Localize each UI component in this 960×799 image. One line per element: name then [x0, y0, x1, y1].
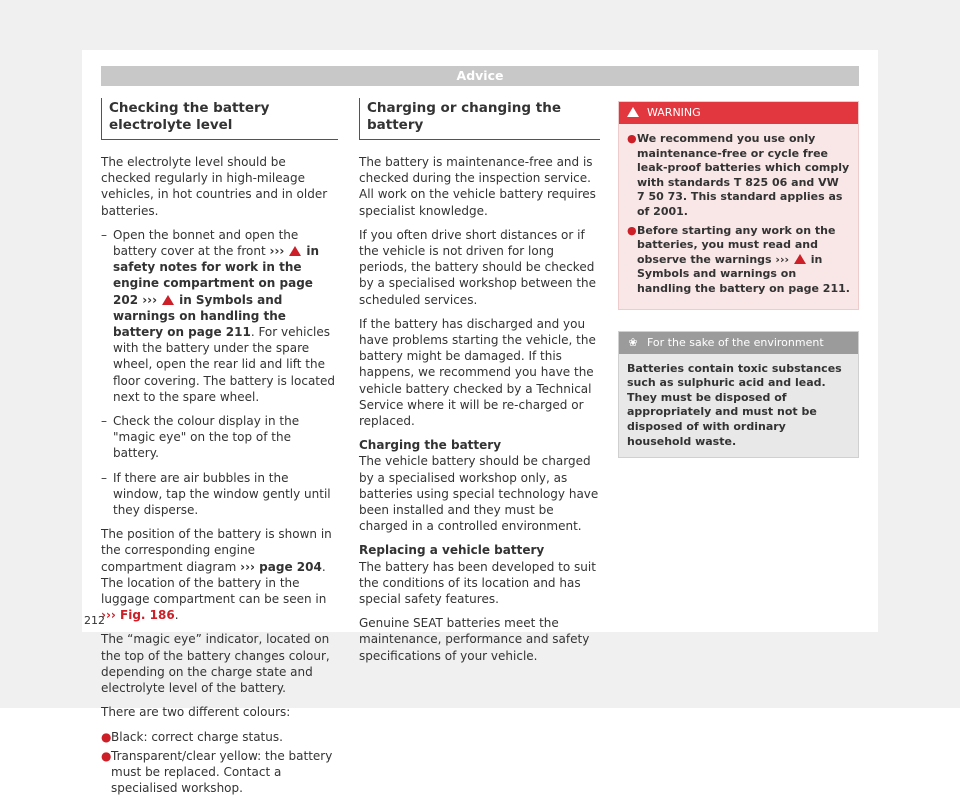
warning-triangle-icon	[162, 295, 174, 305]
list-item: ● Before starting any work on the batteries, you must read and observe the warnings ››› in Symbols and warnings on handling the battery on page 211.	[627, 223, 850, 295]
battery-position-paragraph: The position of the battery is shown in the corresponding engine compartment diagram ››› page 204. The location of the battery in the luggage compartment can be seen in ››› Fig. 186.	[101, 527, 332, 623]
battery-electrolyte-heading: Checking the battery electrolyte level	[101, 98, 338, 140]
step-open-bonnet: – Open the bonnet and open the battery cover at the front ››› in safety notes for work in the engine compartment on page 202 ››› in Symbols and warnings on handling the battery on page 211. For vehicles with the battery under the spare wheel, open the rear lid and lift the floor covering. The battery is located next to the spare wheel.	[101, 227, 338, 405]
column-middle	[359, 98, 600, 672]
cross-reference-arrow[interactable]: ›››	[142, 292, 158, 307]
environment-header: ❀ For the sake of the environment	[619, 332, 858, 354]
cross-reference-arrow[interactable]: ›››	[775, 252, 790, 266]
warning-body	[619, 124, 858, 309]
replacing-paragraph: The battery has been developed to suit the conditions of its location and has special safety features.	[359, 559, 596, 607]
page-number: 212	[84, 614, 105, 627]
bullet-icon: ●	[101, 748, 112, 763]
cross-reference-arrow[interactable]: ›››	[269, 244, 285, 259]
list-item: ● We recommend you use only maintenance-free or cycle free leak-proof batteries which comply with standards T 825 06 and VW 7 50 73. This standard applies as of 2001.	[627, 132, 850, 218]
short-distance-paragraph: If you often drive short distances or if the vehicle is not driven for long periods, the battery should be checked by a specialised workshop between the scheduled services.	[359, 227, 597, 307]
maintenance-paragraph: The battery is maintenance-free and is checked during the inspection service. All work on the vehicle battery requires specialist knowledge.	[359, 155, 596, 218]
column-left	[101, 98, 338, 799]
environment-body: Batteries contain toxic substances such as sulphuric acid and lead. They must be disposed of appropriately and must not be disposed of with ordinary household waste.	[627, 361, 842, 448]
colours-intro: There are two different colours:	[101, 705, 291, 720]
bullet-icon: ●	[627, 223, 637, 237]
list-item: ● Black: correct charge status.	[101, 729, 283, 744]
warning-triangle-icon	[627, 107, 639, 117]
battery-warnings-link[interactable]: in Symbols and warnings on handling the battery on page 211	[113, 292, 286, 340]
fig-186-link[interactable]: ››› Fig. 186	[101, 608, 175, 623]
step-tap-window: – If there are air bubbles in the window, tap the window gently until they disperse.	[101, 470, 338, 519]
battery-warnings-link[interactable]: in Symbols and warnings on handling the battery on page 211.	[637, 252, 850, 295]
warning-triangle-icon	[794, 254, 806, 264]
environment-icon: ❀	[628, 335, 638, 349]
safety-notes-link[interactable]: in safety notes for work in the engine compartment on page 202	[113, 244, 320, 307]
charging-heading: Charging or changing the battery	[359, 98, 600, 140]
replacing-subheading: Replacing a vehicle battery	[359, 543, 545, 558]
bullet-icon: ●	[627, 132, 637, 145]
warning-box	[618, 101, 859, 310]
charging-subheading: Charging the battery	[359, 438, 502, 453]
list-item: ● Transparent/clear yellow: the battery must be replaced. Contact a specialised workshop.	[101, 748, 333, 796]
genuine-batteries-paragraph: Genuine SEAT batteries meet the maintenance, performance and safety specifications of your vehicle.	[359, 616, 590, 663]
section-header: Advice	[101, 66, 859, 86]
warning-header: WARNING	[619, 102, 858, 124]
magic-eye-paragraph: The “magic eye” indicator, located on the top of the battery changes colour, depending on the charge state and electrolyte level of the battery.	[101, 632, 330, 696]
electrolyte-intro: The electrolyte level should be checked regularly in high-mileage vehicles, in hot countries and in older batteries.	[101, 155, 328, 218]
discharged-paragraph: If the battery has discharged and you have problems starting the vehicle, the battery might be damaged. If this happens, we recommend you have the vehicle battery checked by a Technical Service where it will be re-charged or replaced.	[359, 316, 596, 429]
column-right	[618, 101, 859, 458]
warning-triangle-icon	[289, 246, 301, 256]
step-check-colour: – Check the colour display in the "magic eye" on the top of the battery.	[101, 413, 338, 462]
charging-paragraph: The vehicle battery should be charged by a specialised workshop only, as batteries using special technology have been installed and they must be charged in a controlled environment.	[359, 454, 599, 534]
page-204-link[interactable]: ››› page 204	[240, 559, 322, 574]
bullet-icon: ●	[101, 729, 112, 744]
environment-box	[618, 331, 859, 459]
